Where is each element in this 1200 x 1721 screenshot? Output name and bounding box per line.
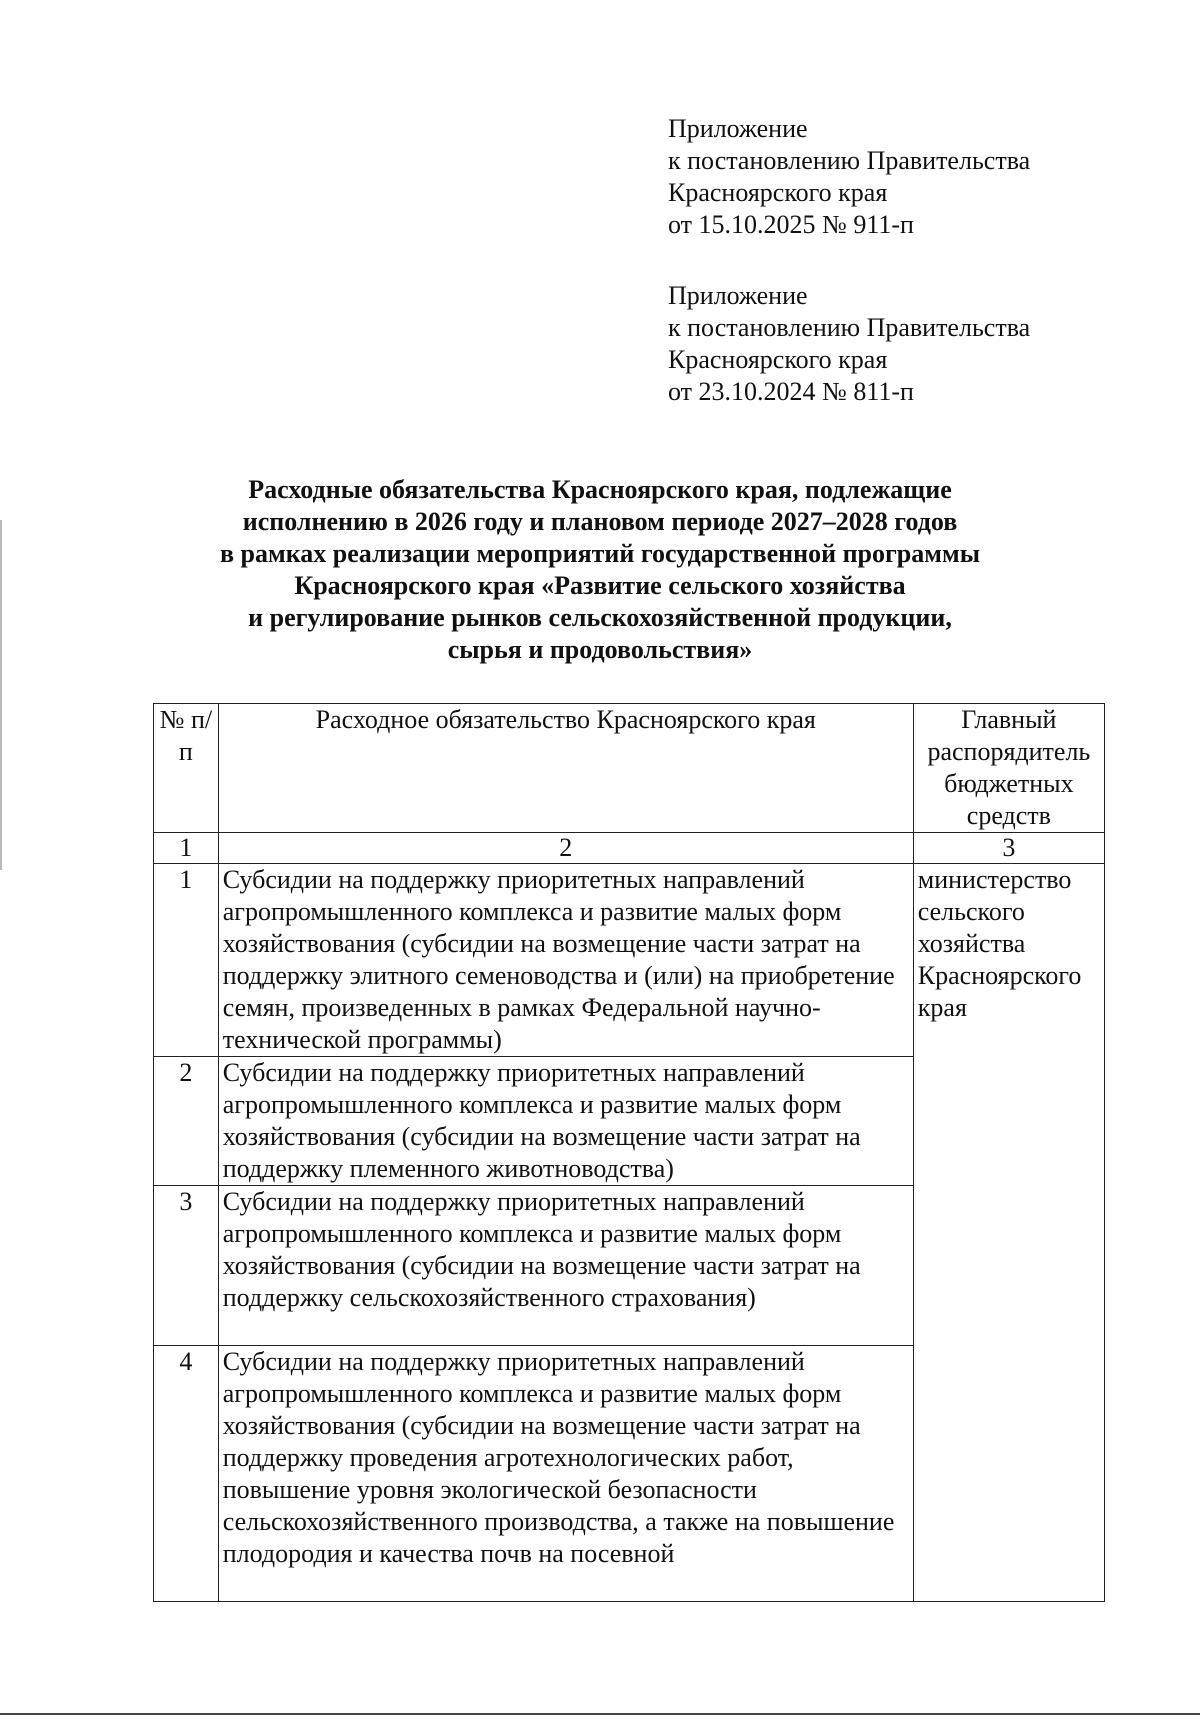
row-number: 1 (154, 864, 219, 1057)
title-line: в рамках реализации мероприятий государственной программы (219, 539, 980, 568)
header-obligation: Расходное обязательство Красноярского края (218, 704, 913, 833)
row-number: 4 (154, 1346, 219, 1602)
title-line: и регулирование рынков сельскохозяйственной продукции, (248, 603, 952, 632)
header-number: № п/п (154, 704, 219, 833)
column-number: 3 (913, 833, 1104, 864)
appendix-line: от 23.10.2024 № 811-п (668, 377, 914, 406)
obligation-text: Субсидии на поддержку приоритетных направлений агропромышленного комплекса и развитие малых форм хозяйствования (субсидии на возмещение части затрат на поддержку сельскохозяйственного страхования) (218, 1186, 913, 1346)
table-row (154, 864, 1105, 1057)
appendix-line: Приложение (668, 114, 808, 143)
document-title (150, 474, 1050, 666)
appendix-line: Приложение (668, 281, 808, 310)
obligation-text: Субсидии на поддержку приоритетных направлений агропромышленного комплекса и развитие малых форм хозяйствования (субсидии на возмещение части затрат на поддержку элитного семеноводства и (или) на приобретение семян, произведенных в рамках Федеральной научно-технической программы) (218, 864, 913, 1057)
appendix-line: к постановлению Правительства (668, 313, 1031, 342)
column-number: 2 (218, 833, 913, 864)
appendix-line: Красноярского края (668, 178, 888, 207)
appendix-line: к постановлению Правительства (668, 146, 1031, 175)
column-number: 1 (154, 833, 219, 864)
title-line: Расходные обязательства Красноярского края, подлежащие (248, 475, 952, 504)
obligations-table (153, 703, 1105, 1602)
obligation-text: Субсидии на поддержку приоритетных направлений агропромышленного комплекса и развитие малых форм хозяйствования (субсидии на возмещение части затрат на поддержку племенного животноводства) (218, 1057, 913, 1186)
scan-bottom-edge (0, 1713, 1200, 1715)
title-line: сырья и продовольствия» (447, 635, 753, 664)
row-number: 3 (154, 1186, 219, 1346)
distributor-cell: министерство сельского хозяйства Красноярского края (913, 864, 1104, 1602)
row-number: 2 (154, 1057, 219, 1186)
table-header-row (154, 704, 1105, 833)
appendix-line: Красноярского края (668, 345, 888, 374)
title-line: Красноярского края «Развитие сельского хозяйства (294, 571, 906, 600)
scan-edge-mark (0, 520, 2, 870)
obligation-text: Субсидии на поддержку приоритетных направлений агропромышленного комплекса и развитие малых форм хозяйствования (субсидии на возмещение части затрат на поддержку проведения агротехнологических работ, повышение уровня экологической безопасности сельскохозяйственного производства, а также на повышение плодородия и качества почв на посевной (218, 1346, 913, 1602)
appendix-header-current (668, 113, 1030, 241)
title-line: исполнению в 2026 году и плановом периоде 2027–2028 годов (242, 507, 958, 536)
column-number-row (154, 833, 1105, 864)
appendix-header-original (668, 280, 1030, 408)
header-distributor: Главный распорядитель бюджетных средств (913, 704, 1104, 833)
appendix-line: от 15.10.2025 № 911-п (668, 210, 914, 239)
